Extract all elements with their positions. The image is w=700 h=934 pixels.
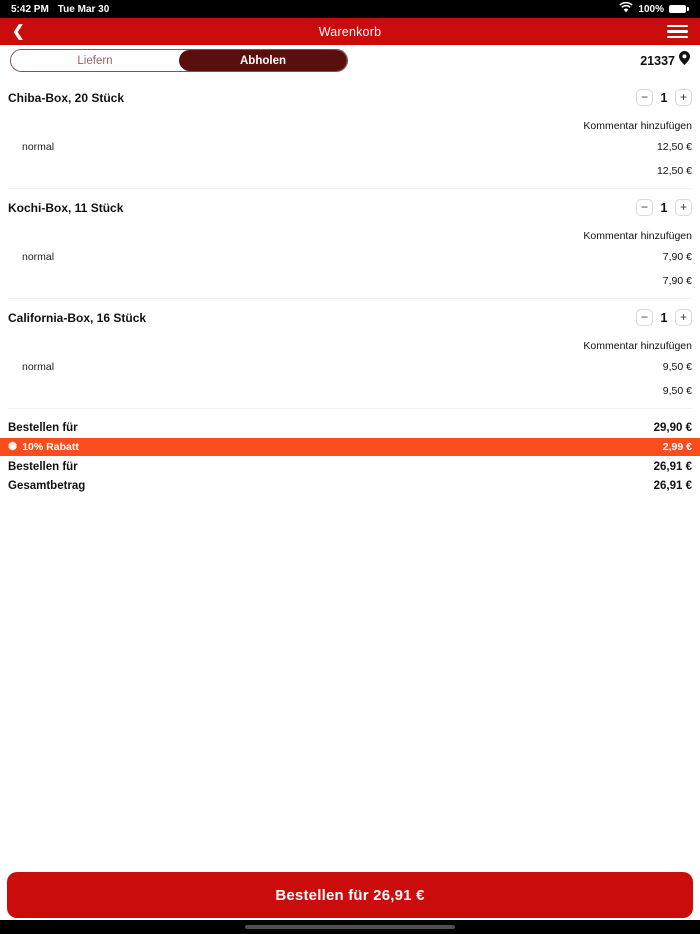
- minus-icon[interactable]: −: [636, 89, 653, 106]
- after-discount-value: 26,91 €: [653, 460, 692, 473]
- discount-value: 2,99 €: [662, 441, 692, 453]
- quantity-stepper: [636, 89, 692, 106]
- item-unit-price: 9,50 €: [662, 361, 692, 373]
- cart-item: [0, 307, 700, 409]
- item-variant: normal: [22, 361, 55, 373]
- item-variant: normal: [22, 251, 55, 263]
- item-quantity: 1: [660, 200, 668, 215]
- plus-icon[interactable]: +: [675, 89, 692, 106]
- quantity-stepper: [636, 199, 692, 216]
- item-variant: normal: [22, 141, 55, 153]
- cart-items-list: [0, 72, 700, 409]
- item-unit-price: 7,90 €: [662, 251, 692, 263]
- status-date: Tue Mar 30: [57, 3, 110, 15]
- tab-abholen[interactable]: Abholen: [179, 50, 347, 71]
- item-quantity: 1: [660, 310, 668, 325]
- zip-code: 21337: [640, 53, 675, 68]
- item-name: Kochi-Box, 11 Stück: [8, 200, 124, 215]
- location-pin-icon: [679, 51, 690, 70]
- item-name: Chiba-Box, 20 Stück: [8, 90, 125, 105]
- order-button[interactable]: [7, 872, 693, 918]
- plus-icon[interactable]: +: [675, 199, 692, 216]
- discount-banner: [0, 438, 700, 456]
- quantity-stepper: [636, 309, 692, 326]
- add-comment-link[interactable]: Kommentar hinzufügen: [583, 230, 692, 242]
- grand-total-label: Gesamtbetrag: [8, 479, 86, 492]
- subtotal-label: Bestellen für: [8, 421, 78, 434]
- add-comment-link[interactable]: Kommentar hinzufügen: [583, 340, 692, 352]
- item-line-total: 12,50 €: [656, 165, 692, 177]
- page-title: Warenkorb: [318, 24, 382, 39]
- status-time: 5:42 PM: [11, 3, 49, 15]
- battery-icon: [669, 5, 689, 13]
- status-bar: [0, 0, 700, 18]
- cart-item: [0, 87, 700, 189]
- home-indicator[interactable]: [245, 925, 455, 929]
- hamburger-menu-icon[interactable]: [667, 25, 688, 39]
- item-line-total: 7,90 €: [662, 275, 692, 287]
- discount-label: 10% Rabatt: [22, 441, 79, 453]
- wifi-icon: [619, 2, 633, 16]
- location-selector[interactable]: [640, 51, 690, 70]
- add-comment-link[interactable]: Kommentar hinzufügen: [583, 120, 692, 132]
- order-summary: [0, 418, 700, 495]
- plus-icon[interactable]: +: [675, 309, 692, 326]
- grand-total-value: 26,91 €: [653, 479, 692, 492]
- cart-item: [0, 197, 700, 299]
- bottom-bar: [0, 920, 700, 934]
- subtotal-value: 29,90 €: [653, 421, 692, 434]
- item-unit-price: 12,50 €: [656, 141, 692, 153]
- item-quantity: 1: [660, 90, 668, 105]
- minus-icon[interactable]: −: [636, 309, 653, 326]
- app-header: [0, 18, 700, 45]
- tab-liefern[interactable]: Liefern: [11, 50, 179, 71]
- item-name: California-Box, 16 Stück: [8, 310, 147, 325]
- battery-percent: 100%: [638, 3, 664, 15]
- minus-icon[interactable]: −: [636, 199, 653, 216]
- after-discount-label: Bestellen für: [8, 460, 78, 473]
- tabs-row: [0, 45, 700, 72]
- back-icon[interactable]: ❮: [12, 23, 25, 40]
- item-line-total: 9,50 €: [662, 385, 692, 397]
- order-button-label: Bestellen für 26,91 €: [275, 886, 425, 904]
- discount-badge-icon: ✺: [8, 440, 18, 453]
- delivery-mode-segmented-control: [10, 49, 348, 72]
